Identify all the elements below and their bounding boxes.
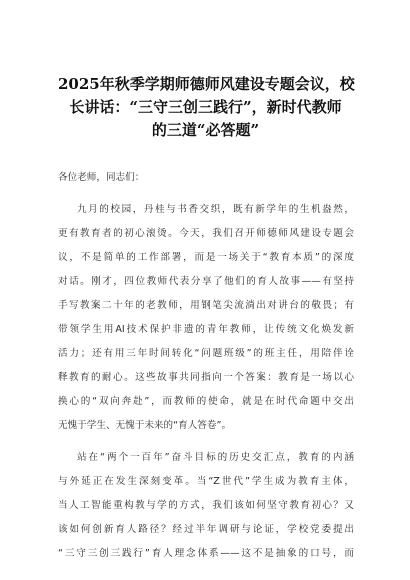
paragraph-context <box>58 446 354 566</box>
paragraph-opening <box>58 198 354 438</box>
text-line: 该如何创新育人路径？经过半年调研与论证，学校党委提出 <box>58 524 354 535</box>
text-line: 更有教育者的初心滚烫。今天，我们召开师德师风建设专题会 <box>58 228 354 239</box>
document-title <box>58 73 353 142</box>
text-line: “三守三创三践行”育人理念体系——这不是抽象的口号，而 <box>58 548 354 559</box>
text-line: 带领学生用AI技术保护非遗的青年教师，让传统文化焕发新 <box>58 324 354 335</box>
title-line: 的三道“必答题” <box>151 121 260 139</box>
text-line: 对话。刚才，四位教师代表分享了他们的育人故事——有坚持 <box>58 276 354 287</box>
text-line: 与外延正在发生深刻变革。当“Z世代”学生成为教育主体， <box>58 476 354 487</box>
text-line: 活力；还有用三年时间转化“问题班级”的班主任，用陪伴诠 <box>58 348 354 359</box>
text-line: 释教育的耐心。这些故事共同指向一个答案：教育是一场以心 <box>58 372 354 383</box>
title-line: 长讲话：“三守三创三践行”，新时代教师 <box>69 98 342 116</box>
text-line: 站在“两个一百年”奋斗目标的历史交汇点，教育的内涵 <box>77 452 354 463</box>
title-line: 2025年秋季学期师德师风建设专题会议，校 <box>58 75 355 93</box>
text-line: 议，不是简单的工作部署，而是一场关于“教育本质”的深度 <box>58 252 354 263</box>
text-line: 无愧于学生、无愧于未来的“育人答卷”。 <box>58 420 232 431</box>
text-line: 换心的“双向奔赴”，而教师的使命，就是在时代命题中交出 <box>58 396 354 407</box>
text-line: 九月的校园，丹桂与书香交织，既有新学年的生机盎然， <box>77 204 354 215</box>
salutation: 各位老师，同志们： <box>58 172 145 183</box>
text-line: 当人工智能重构教与学的方式，我们该如何坚守教育初心？又 <box>58 500 354 511</box>
text-line: 手写教案二十年的老教师，用钢笔尖流淌出对讲台的敬畏；有 <box>58 300 354 311</box>
document-body <box>58 168 354 572</box>
